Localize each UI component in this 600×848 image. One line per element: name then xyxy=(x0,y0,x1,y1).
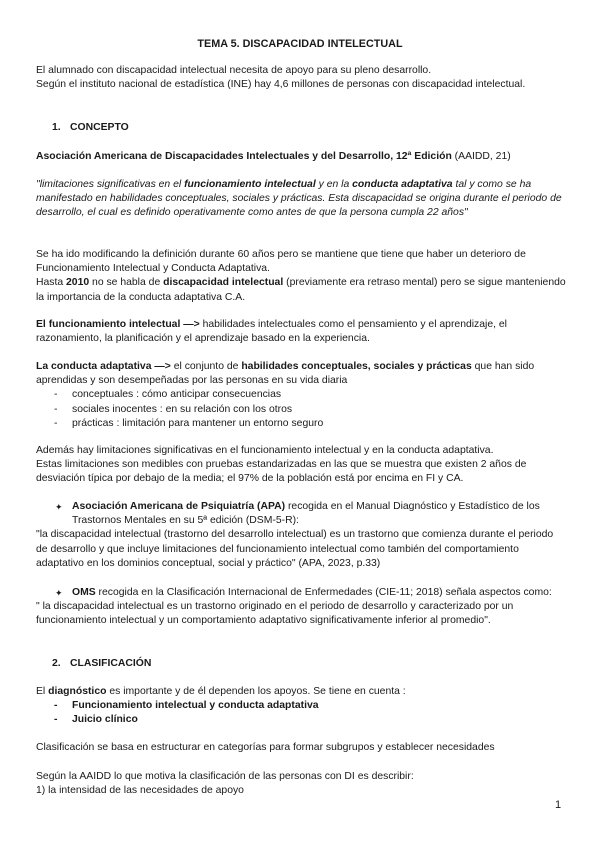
oms-text: recogida en la Clasificación Internacional de Enfermedades (CIE-11; 2018) señala aspectos como: xyxy=(95,587,552,598)
funcionamiento-text: habilidades intelectuales como el pensamiento y el aprendizaje, el razonamiento, la planificación y el aprendizaje basado en la experiencia. xyxy=(36,319,507,345)
diagnostico-list xyxy=(36,699,566,727)
intro-paragraph xyxy=(36,64,566,92)
clasificacion-paragraph: Clasificación se basa en estructurar en categorías para formar subgrupos y establecer necesidades xyxy=(36,742,495,753)
aaidd-name: Asociación Americana de Discapacidades Intelectuales y del Desarrollo, 12ª Edición xyxy=(36,151,452,162)
definition-quote xyxy=(36,178,566,221)
section-heading-concepto xyxy=(36,121,566,135)
ademas-line: Además hay limitaciones significativas en el funcionamiento intelectual y en la conducta adaptativa. xyxy=(36,445,494,456)
aaidd-heading xyxy=(36,150,566,164)
quote-bold-term: funcionamiento intelectual xyxy=(184,179,316,190)
list-item: - Juicio clínico xyxy=(36,713,566,727)
intro-line-2: Según el instituto nacional de estadística (INE) hay 4,6 millones de personas con discapacidad intelectual. xyxy=(36,79,526,91)
apa-name: Asociación Americana de Psiquiatría (APA) xyxy=(72,501,286,512)
oms-block xyxy=(36,586,566,629)
oms-quote: " la discapacidad intelectual es un trastorno originado en el periodo de desarrollo y caracterizado por un funcionamiento intelectual y un comportamiento adaptativo significativamente inferior al promedio". xyxy=(36,601,514,627)
funcionamiento-term: El funcionamiento intelectual —> xyxy=(36,319,200,330)
conducta-list xyxy=(36,388,566,431)
apa-quote: "la discapacidad intelectual (trastorno del desarrollo intelectual) es un trastorno que comienza durante el periodo de desarrollo y que incluye limitaciones del funcionamiento intelectual como también del comportamiento adaptativo en los dominios conceptual, social y práctico" (APA, 2023, p.33) xyxy=(36,529,554,569)
oms-name: OMS xyxy=(72,587,96,598)
modification-line: Hasta 2010 no se habla de discapacidad intelectual (previamente era retraso mental) pero se sigue manteniendo la importancia de la conducta adaptativa C.A. xyxy=(36,277,566,303)
list-item: - Funcionamiento intelectual y conducta adaptativa xyxy=(36,699,566,713)
diagnostico-line: El diagnóstico es importante y de él dependen los apoyos. Se tiene en cuenta : xyxy=(36,686,406,697)
diamond-bullet-icon: ✦ xyxy=(55,502,63,512)
quote-text: "limitaciones significativas en el xyxy=(36,179,185,190)
section-label: CLASIFICACIÓN xyxy=(70,658,152,669)
section-heading-clasificacion xyxy=(36,657,566,671)
segun-line: Según la AAIDD lo que motiva la clasificación de las personas con DI es describir: xyxy=(36,771,414,782)
section-number: 1. xyxy=(52,122,61,133)
list-item: - conceptuales : cómo anticipar consecuencias xyxy=(36,388,566,402)
intro-line-1: El alumnado con discapacidad intelectual necesita de apoyo para su pleno desarrollo. xyxy=(36,65,432,76)
modification-line: Se ha ido modificando la definición durante 60 años pero se mantiene que tiene que haber un deterioro de Funcionamiento Intelectual y Conducta Adaptativa. xyxy=(36,249,526,275)
page-title: TEMA 5. DISCAPACIDAD INTELECTUAL xyxy=(197,38,403,50)
section-number: 2. xyxy=(52,658,61,669)
oms-bullet-item xyxy=(36,586,566,600)
section-label: CONCEPTO xyxy=(70,122,129,133)
page-number: 1 xyxy=(555,799,562,811)
conducta-definition: La conducta adaptativa —> el conjunto de habilidades conceptuales, sociales y prácticas que han sido aprendidas y son desempeñadas por las personas en su vida diaria xyxy=(36,361,535,387)
apa-text: recogida en el Manual Diagnóstico y Estadístico de los Trastornos Mentales en su 5ª edición (DSM-5-R): xyxy=(72,501,540,527)
apa-bullet-item xyxy=(36,500,566,528)
apa-block xyxy=(36,500,566,571)
ademas-line: Estas limitaciones son medibles con pruebas estandarizadas en las que se muestra que existen 2 años de desviación típica por debajo de la media; el 97% de la población está por encima en FI y CA. xyxy=(36,459,527,485)
diamond-bullet-icon: ✦ xyxy=(55,588,63,598)
conducta-paragraph xyxy=(36,360,566,431)
list-item: - prácticas : limitación para mantener un entorno seguro xyxy=(36,417,566,431)
aaidd-citation: (AAIDD, 21) xyxy=(451,151,511,162)
quote-bold-term: conducta adaptativa xyxy=(352,179,453,190)
funcionamiento-paragraph xyxy=(36,318,566,346)
segun-line: 1) la intensidad de las necesidades de apoyo xyxy=(36,785,244,797)
modification-paragraph xyxy=(36,248,566,305)
quote-text: y en la xyxy=(315,179,353,190)
ademas-paragraph xyxy=(36,444,566,487)
diagnostico-paragraph xyxy=(36,685,566,728)
quote-text: tal y como se ha manifestado en habilidades conceptuales, sociales y prácticas. Esta discapacidad se origina durante el periodo de desarrollo, el cual es definido operativamente como antes de que la persona cumpla 22 años" xyxy=(36,179,562,219)
list-item: - sociales inocentes : en su relación con los otros xyxy=(36,403,566,417)
aaidd-clasificacion-paragraph xyxy=(36,770,566,798)
